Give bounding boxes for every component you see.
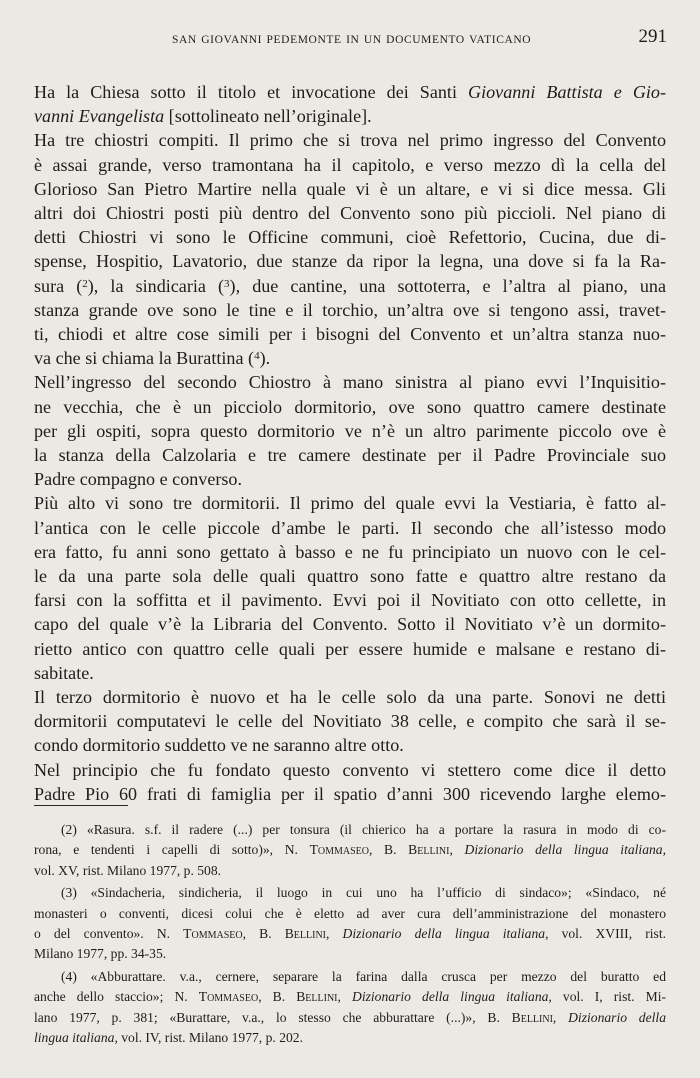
- footnote-divider: [34, 805, 128, 806]
- text-line: Ha tre chiostri compiti. Il primo che si trova nel primo ingresso del Convento: [34, 130, 666, 151]
- text-line: detti Chiostri vi sono le Officine communi, cioè Refettorio, Cucina, due di-: [34, 227, 666, 248]
- text-line: Nel principio che fu fondato questo convento vi stettero come dice il detto: [34, 759, 666, 780]
- text-line: Padre compagno e converso.: [34, 469, 243, 490]
- footnote-2: [34, 820, 666, 881]
- author-name: Bellini: [296, 989, 338, 1005]
- text-run: ,: [326, 926, 343, 942]
- text-line: è assai grande, verso tramontana ha il capitolo, e verso mezzo dì la cella del: [34, 154, 666, 175]
- text-line: Nell’ingresso del secondo Chiostro à mano sinistra al piano evvi l’Inquisitio-: [34, 372, 666, 393]
- page-number: 291: [638, 26, 667, 47]
- footnote-line: [34, 1028, 666, 1048]
- text-run: ,: [337, 989, 353, 1005]
- text-line: farsi con la soffitta et il pavimento. Evvi poi il Novitiato con otto cellette, in: [34, 590, 666, 611]
- footnotes: [34, 820, 666, 1050]
- text-run: Ha la Chiesa sotto il titolo et invocatione dei Santi: [34, 82, 469, 102]
- text-run: ), due cantine, una sottoterra, e l’altra al piano, una: [229, 275, 666, 296]
- text-line: condo dormitorio suddetto ve ne saranno altre otto.: [34, 735, 404, 756]
- text-run: va che si chiama la Burattina (: [34, 348, 255, 369]
- footnote-4: [34, 967, 666, 1049]
- author-name: Bellini: [284, 926, 326, 942]
- author-name: Tommaseo: [309, 842, 369, 858]
- text-line: Padre Pio 60 frati di famiglia per il spatio d’anni 300 ricevendo larghe elemo-: [34, 783, 666, 804]
- text-run: ,: [449, 842, 465, 858]
- text-run: sura (: [34, 275, 83, 296]
- text-line: [34, 346, 666, 370]
- text-line: [34, 104, 666, 128]
- italic-run: Giovanni Battista e Gio-: [468, 82, 666, 102]
- text-line: per gli ospiti, sopra questo dormitorio ve n’è un altro parimente piccolo ove è: [34, 420, 666, 441]
- text-run: [sottolineato nell’originale].: [164, 106, 372, 127]
- text-run: , vol. XVIII, rist.: [545, 926, 666, 942]
- footnote-3: [34, 883, 666, 965]
- footnote-ref: 4: [254, 350, 260, 363]
- main-text: [34, 80, 666, 806]
- text-run: o del convento». N.: [34, 926, 184, 942]
- text-line: sabitate.: [34, 662, 94, 683]
- footnote-line: [34, 840, 666, 860]
- author-name: Tommaseo: [183, 926, 243, 942]
- footnote-line: (2) «Rasura. s.f. il radere (...) per tonsura (il chierico ha a portare la rasura in modo di co-: [61, 822, 666, 837]
- text-run: , vol. I, rist. Mi-: [548, 989, 667, 1005]
- text-run: , vol. IV, rist. Milano 1977, p. 202.: [114, 1030, 303, 1046]
- footnote-ref: 2: [82, 277, 88, 290]
- text-line: stanza grande ove sono le tine e il torchio, un’altra ove si tengono assi, travet-: [34, 299, 666, 320]
- text-line: [34, 274, 666, 298]
- text-line: capo del quale v’è la Libraria del Convento. Sotto il Novitiato v’è un dormito-: [34, 614, 666, 635]
- page-header: [0, 26, 700, 56]
- footnote-line: (4) «Abburattare. v.a., cernere, separare la farina dalla crusca per mezzo del buratto ed: [61, 968, 666, 984]
- text-run: , B.: [242, 926, 285, 942]
- footnote-line: Milano 1977, pp. 34-35.: [34, 946, 167, 962]
- footnote-line: [34, 1008, 666, 1028]
- text-run: , B.: [258, 989, 297, 1005]
- italic-run: Dizionario della lingua italiana: [352, 989, 549, 1005]
- text-line: [34, 80, 666, 104]
- text-line: rietto antico con quattro celle quali per essere humide e malsane e restano di-: [34, 638, 666, 659]
- text-line: Il terzo dormitorio è nuovo et ha le celle solo da una parte. Sonovi ne detti: [34, 687, 666, 708]
- running-head: SAN GIOVANNI PEDEMONTE IN UN DOCUMENTO VATICANO: [172, 34, 532, 46]
- text-line: le da una parte sola delle quali quattro sono fatte e quattro altre restano da: [34, 566, 666, 587]
- text-line: la stanza della Calzolaria e tre camere destinate per il Padre Provinciale suo: [34, 445, 666, 466]
- text-line: altri doi Chiostri posti più dentro del Convento sono più piccioli. Nel piano di: [34, 203, 666, 224]
- text-run: ,: [552, 1009, 569, 1025]
- text-run: anche dello staccio»; N.: [34, 989, 199, 1005]
- italic-run: Dizionario della lingua italiana: [342, 926, 546, 942]
- text-run: ).: [259, 348, 271, 369]
- footnote-ref: 3: [224, 277, 230, 290]
- text-line: Più alto vi sono tre dormitorii. Il primo del quale evvi la Vestiaria, è fatto al-: [34, 493, 666, 514]
- footnote-line: vol. XV, rist. Milano 1977, p. 508.: [34, 862, 222, 878]
- text-line: spense, Hospitio, Lavatorio, due stanze da ripor la legna, una dove si fa la Ra-: [34, 251, 666, 272]
- text-line: dormitorii computatevi le celle del Novitiato 38 celle, e compito che sarà il se-: [34, 711, 666, 732]
- author-name: Bellini: [408, 842, 450, 858]
- footnote-line: (3) «Sindacheria, sindicheria, il luogo in cui uno ha l’ufficio di sindaco»; «Sindaco, né: [61, 885, 666, 901]
- footnote-line: [34, 987, 666, 1007]
- text-run: ), la sindicaria (: [87, 275, 225, 296]
- italic-run: lingua italiana: [34, 1030, 115, 1046]
- italic-run: vanni Evangelista: [34, 106, 165, 127]
- text-line: era fatto, fu anni sono gettato à basso e ne fu principiato un nuovo con le cel-: [34, 541, 666, 562]
- text-line: l’antica con le celle piccole d’ambe le parti. Il secondo che all’istesso modo: [34, 517, 666, 538]
- text-line: Glorioso San Pietro Martire nella quale vi è un altare, e vi si dice messa. Gli: [34, 178, 666, 199]
- italic-run: Dizionario della: [568, 1009, 666, 1025]
- text-run: lano 1977, p. 381; «Burattare, v.a., lo stesso che abburattare (...)», B.: [34, 1009, 512, 1025]
- footnote-line: [34, 924, 666, 944]
- text-run: rona, e tendenti i capelli di sotto)», N.: [34, 842, 310, 858]
- text-line: ti, chiodi et altre cose simili per i bisogni del Convento et un’altra stanza nuo-: [34, 324, 666, 345]
- text-line: ne vecchia, che è un picciolo dormitorio, ove sono quattro camere destinate: [34, 396, 666, 417]
- text-run: , B.: [368, 842, 409, 858]
- author-name: Tommaseo: [198, 989, 259, 1005]
- italic-run: Dizionario della lingua italiana,: [464, 842, 666, 858]
- author-name: Bellini: [511, 1009, 553, 1025]
- footnote-line: monasteri o conventi, dicesi colui che è eletto ad aver cura dell’amministrazione del monastero: [34, 905, 666, 921]
